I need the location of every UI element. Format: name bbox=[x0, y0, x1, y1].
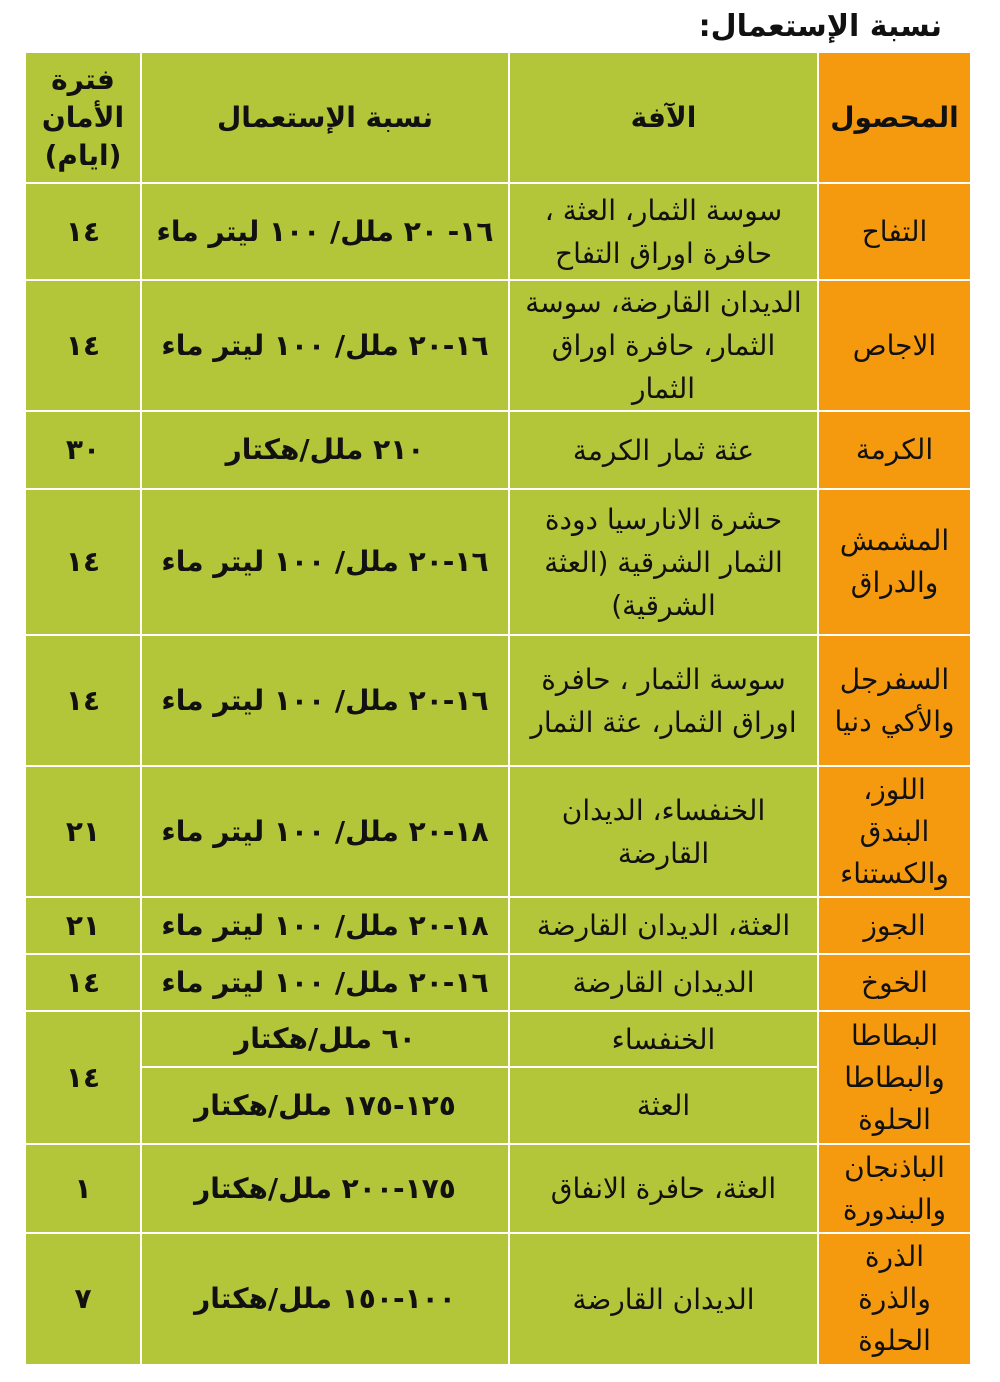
pest-cell: الديدان القارضة bbox=[509, 1233, 818, 1365]
crop-cell: المشمش والدراق bbox=[818, 489, 971, 635]
crop-cell: السفرجل والأكي دنيا bbox=[818, 635, 971, 766]
safety-cell: ٢١ bbox=[25, 897, 141, 954]
rate-cell: ١٨-٢٠ ملل/ ١٠٠ ليتر ماء bbox=[141, 897, 509, 954]
rate-cell: ٢١٠ ملل/هكتار bbox=[141, 411, 509, 489]
pest-cell: الخنفساء bbox=[509, 1011, 818, 1067]
rate-cell: ١٦-٢٠ ملل/ ١٠٠ ليتر ماء bbox=[141, 954, 509, 1011]
crop-cell: اللوز، البندق والكستناء bbox=[818, 766, 971, 897]
table-row bbox=[25, 897, 971, 954]
safety-cell: ١٤ bbox=[25, 489, 141, 635]
safety-cell: ١٤ bbox=[25, 280, 141, 411]
table-header-row bbox=[25, 52, 971, 183]
table-row bbox=[25, 635, 971, 766]
page-title: نسبة الإستعمال: bbox=[698, 9, 942, 44]
table-row bbox=[25, 411, 971, 489]
crop-cell: الذرة والذرة الحلوة bbox=[818, 1233, 971, 1365]
header-crop: المحصول bbox=[818, 52, 971, 183]
table-row bbox=[25, 766, 971, 897]
pest-cell: حشرة الانارسيا دودة الثمار الشرقية (العثة الشرقية) bbox=[509, 489, 818, 635]
pest-cell: سوسة الثمار، العثة ، حافرة اوراق التفاح bbox=[509, 183, 818, 280]
rate-cell: ١٧٥-٢٠٠ ملل/هكتار bbox=[141, 1144, 509, 1233]
safety-cell: ١ bbox=[25, 1144, 141, 1233]
usage-rate-table bbox=[24, 51, 972, 1366]
safety-cell: ٣٠ bbox=[25, 411, 141, 489]
table-row bbox=[25, 183, 971, 280]
table-row bbox=[25, 954, 971, 1011]
rate-cell: ١٨-٢٠ ملل/ ١٠٠ ليتر ماء bbox=[141, 766, 509, 897]
rate-cell: ١٢٥-١٧٥ ملل/هكتار bbox=[141, 1067, 509, 1144]
crop-cell: البطاطا والبطاطا الحلوة bbox=[818, 1011, 971, 1144]
table-row bbox=[25, 280, 971, 411]
header-pest: الآفة bbox=[509, 52, 818, 183]
rate-cell: ١٦-٢٠ ملل/ ١٠٠ ليتر ماء bbox=[141, 489, 509, 635]
pest-cell: سوسة الثمار ، حافرة اوراق الثمار، عثة الثمار bbox=[509, 635, 818, 766]
table-row bbox=[25, 1233, 971, 1365]
crop-cell: الخوخ bbox=[818, 954, 971, 1011]
safety-cell: ١٤ bbox=[25, 1011, 141, 1144]
rate-cell: ٦٠ ملل/هكتار bbox=[141, 1011, 509, 1067]
crop-cell: الباذنجان والبندورة bbox=[818, 1144, 971, 1233]
table-row bbox=[25, 1011, 971, 1067]
rate-cell: ١٦-٢٠ ملل/ ١٠٠ ليتر ماء bbox=[141, 280, 509, 411]
safety-cell: ٧ bbox=[25, 1233, 141, 1365]
header-rate: نسبة الإستعمال bbox=[141, 52, 509, 183]
pest-cell: الديدان القارضة، سوسة الثمار، حافرة اوراق الثمار bbox=[509, 280, 818, 411]
rate-cell: ١٠٠-١٥٠ ملل/هكتار bbox=[141, 1233, 509, 1365]
rate-cell: ١٦- ٢٠ ملل/ ١٠٠ ليتر ماء bbox=[141, 183, 509, 280]
pest-cell: العثة، حافرة الانفاق bbox=[509, 1144, 818, 1233]
pest-cell: الديدان القارضة bbox=[509, 954, 818, 1011]
table-row bbox=[25, 489, 971, 635]
table-row bbox=[25, 1144, 971, 1233]
crop-cell: الكرمة bbox=[818, 411, 971, 489]
rate-cell: ١٦-٢٠ ملل/ ١٠٠ ليتر ماء bbox=[141, 635, 509, 766]
pest-cell: العثة bbox=[509, 1067, 818, 1144]
crop-cell: الجوز bbox=[818, 897, 971, 954]
header-safety-period: فترة الأمان (ايام) bbox=[25, 52, 141, 183]
pest-cell: الخنفساء، الديدان القارضة bbox=[509, 766, 818, 897]
safety-cell: ١٤ bbox=[25, 635, 141, 766]
pest-cell: العثة، الديدان القارضة bbox=[509, 897, 818, 954]
crop-cell: الاجاص bbox=[818, 280, 971, 411]
pest-cell: عثة ثمار الكرمة bbox=[509, 411, 818, 489]
safety-cell: ١٤ bbox=[25, 183, 141, 280]
safety-cell: ٢١ bbox=[25, 766, 141, 897]
safety-cell: ١٤ bbox=[25, 954, 141, 1011]
crop-cell: التفاح bbox=[818, 183, 971, 280]
